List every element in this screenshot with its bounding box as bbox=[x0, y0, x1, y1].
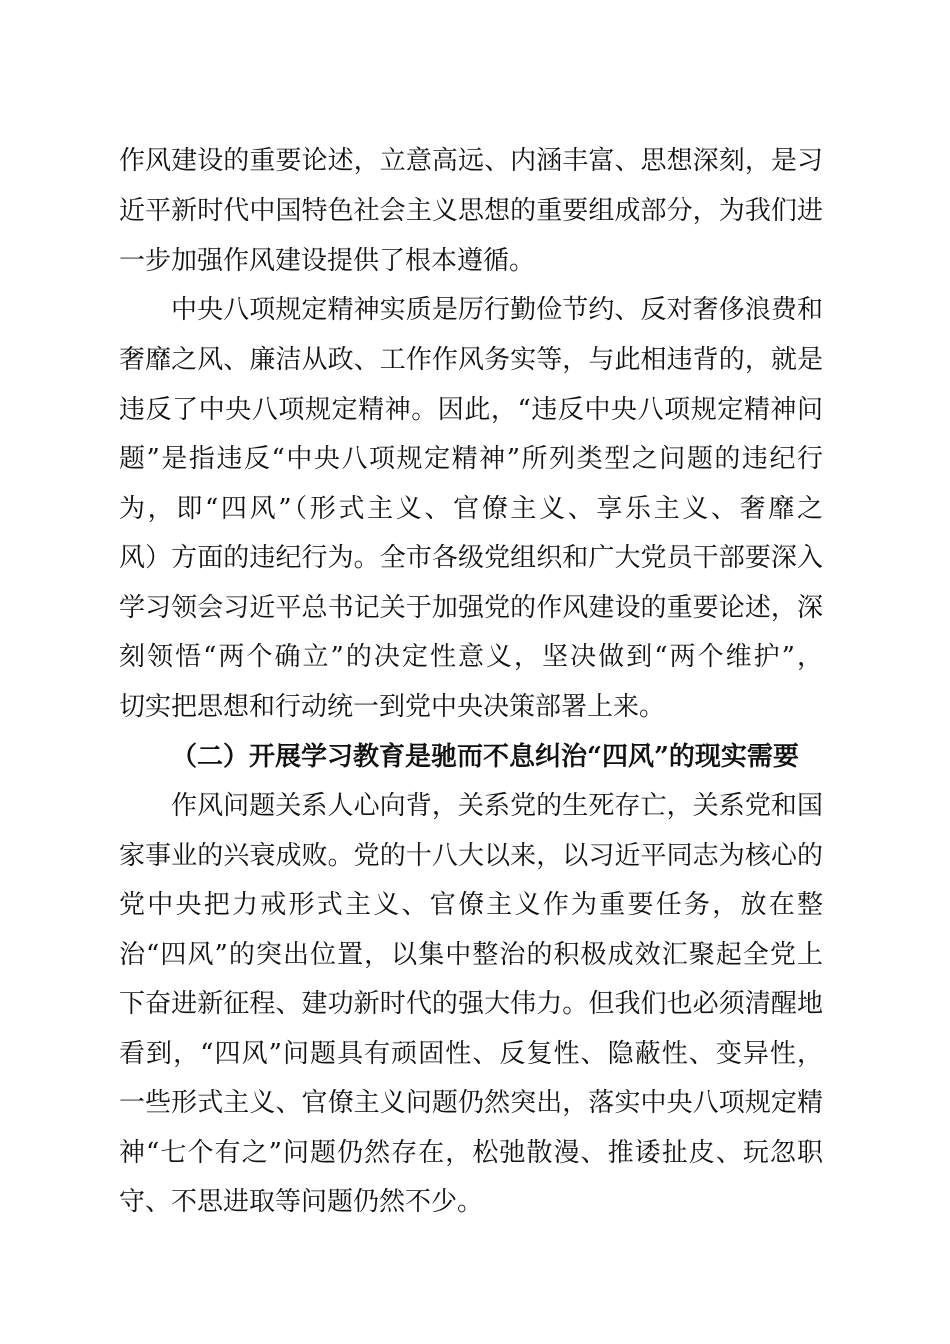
section-heading: （二）开展学习教育是驰而不息纠治“四风”的现实需要 bbox=[171, 742, 799, 772]
paragraph-3-line-8: 神“七个有之”问题仍然存在，松弛散漫、推诿扯皮、玩忽职 bbox=[119, 1138, 823, 1168]
paragraph-3-line-1: 作风问题关系人心向背，关系党的生死存亡，关系党和国 bbox=[171, 791, 823, 821]
paragraph-2-line-6: 风）方面的违纪行为。全市各级党组织和广大党员干部要深入 bbox=[119, 543, 823, 573]
paragraph-3-line-4: 治“四风”的突出位置，以集中整治的积极成效汇聚起全党上 bbox=[119, 940, 823, 970]
paragraph-3-line-5: 下奋进新征程、建功新时代的强大伟力。但我们也必须清醒地 bbox=[119, 989, 823, 1019]
paragraph-2-line-7: 学习领会习近平总书记关于加强党的作风建设的重要论述，深 bbox=[119, 593, 823, 623]
paragraph-2-line-5: 为，即“四风”（形式主义、官僚主义、享乐主义、奢靡之 bbox=[119, 494, 823, 524]
paragraph-2-line-8: 刻领悟“两个确立”的决定性意义，坚决做到“两个维护”， bbox=[119, 642, 823, 672]
paragraph-3-line-7: 一些形式主义、官僚主义问题仍然突出，落实中央八项规定精 bbox=[119, 1088, 823, 1118]
paragraph-2-line-2: 奢靡之风、廉洁从政、工作作风务实等，与此相违背的，就是 bbox=[119, 345, 823, 375]
paragraph-2-line-4: 题”是指违反“中央八项规定精神”所列类型之问题的违纪行 bbox=[119, 444, 823, 474]
paragraph-1-line-2: 近平新时代中国特色社会主义思想的重要组成部分，为我们进 bbox=[119, 196, 823, 226]
paragraph-3-line-3: 党中央把力戒形式主义、官僚主义作为重要任务，放在整 bbox=[119, 890, 823, 920]
paragraph-3-line-6: 看到，“四风”问题具有顽固性、反复性、隐蔽性、变异性， bbox=[119, 1039, 823, 1069]
paragraph-1-line-1: 作风建设的重要论述，立意高远、内涵丰富、思想深刻，是习 bbox=[119, 146, 823, 176]
paragraph-2-line-3: 违反了中央八项规定精神。因此，“违反中央八项规定精神问 bbox=[119, 395, 823, 425]
paragraph-3-line-9: 守、不思进取等问题仍然不少。 bbox=[119, 1187, 484, 1217]
paragraph-1-line-3: 一步加强作风建设提供了根本遵循。 bbox=[119, 246, 536, 276]
paragraph-2-line-1: 中央八项规定精神实质是厉行勤俭节约、反对奢侈浪费和 bbox=[171, 295, 823, 325]
paragraph-2-line-9: 切实把思想和行动统一到党中央决策部署上来。 bbox=[119, 692, 666, 722]
paragraph-3-line-2: 家事业的兴衰成败。党的十八大以来，以习近平同志为核心的 bbox=[119, 841, 823, 871]
